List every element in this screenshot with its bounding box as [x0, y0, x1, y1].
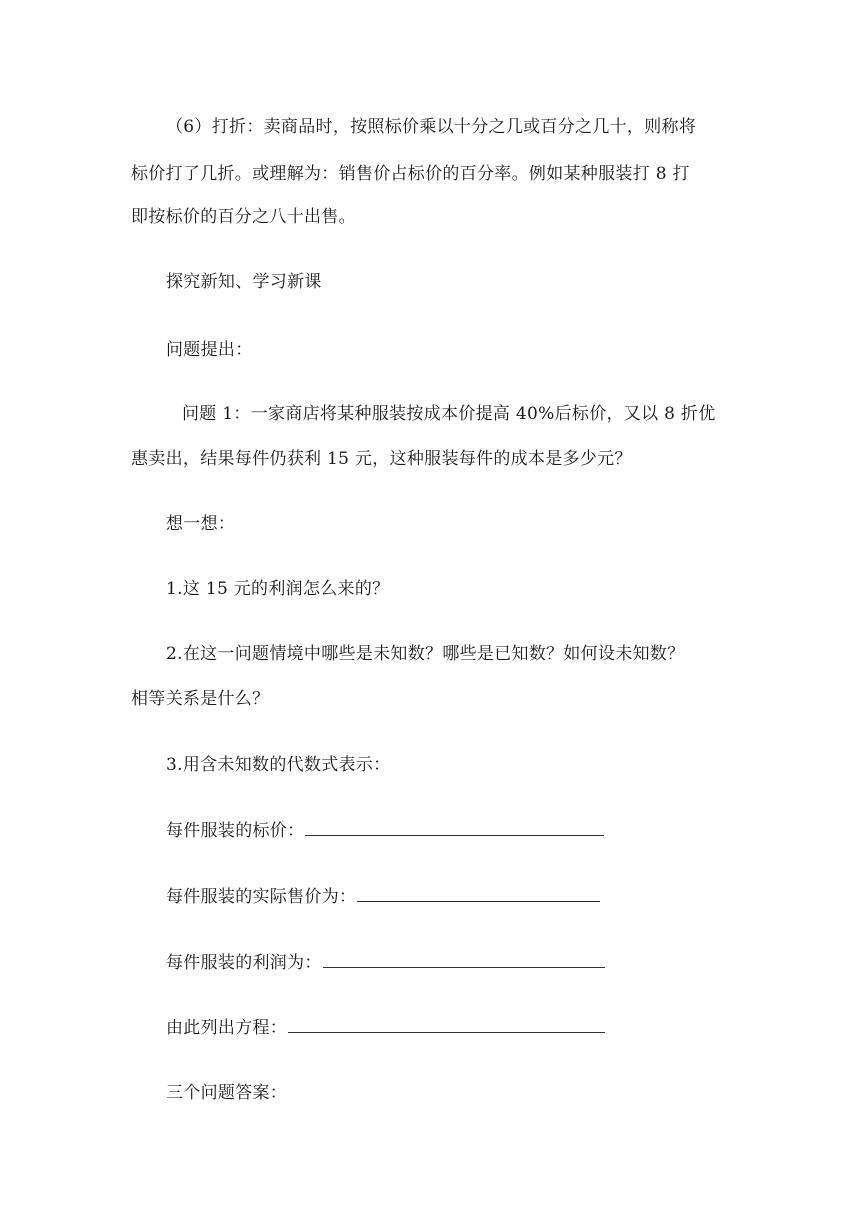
profit-blank-line — [323, 950, 605, 968]
fill-blank-profit — [166, 950, 605, 975]
marked-price-blank-line — [305, 818, 604, 836]
equation-blank-line — [288, 1015, 605, 1033]
discount-paragraph-line-3: 即按标价的百分之八十出售。 — [131, 207, 356, 227]
fill-blank-equation — [166, 1015, 605, 1040]
discount-paragraph-line-1: （6）打折：卖商品时，按照标价乘以十分之几或百分之几十，则称将 — [166, 117, 697, 137]
section-heading: 探究新知、学习新课 — [166, 272, 322, 292]
actual-price-blank-line — [357, 884, 600, 902]
fill-blank-marked-price-label: 每件服装的标价： — [166, 821, 305, 841]
list-item-2-line-1: 2.在这一问题情境中哪些是未知数？哪些是已知数？如何设未知数？ — [166, 644, 685, 664]
fill-blank-equation-label: 由此列出方程： — [166, 1018, 288, 1038]
list-item-1: 1.这 15 元的利润怎么来的？ — [166, 579, 390, 599]
problem-1-line-1: 问题 1：一家商店将某种服装按成本价提高 40%后标价，又以 8 折优 — [182, 404, 716, 424]
list-item-2-line-2: 相等关系是什么？ — [131, 689, 270, 709]
question-heading: 问题提出： — [166, 340, 253, 360]
fill-blank-marked-price — [166, 818, 604, 843]
think-heading: 想一想： — [166, 514, 236, 534]
discount-paragraph-line-2: 标价打了几折。或理解为：销售价占标价的百分率。例如某种服装打 8 打 — [131, 164, 690, 184]
list-item-3: 3.用含未知数的代数式表示： — [166, 755, 391, 775]
problem-1-line-2: 惠卖出，结果每件仍获利 15 元，这种服装每件的成本是多少元？ — [131, 449, 632, 469]
fill-blank-profit-label: 每件服装的利润为： — [166, 953, 322, 973]
answers-heading: 三个问题答案： — [166, 1083, 288, 1103]
fill-blank-actual-price — [166, 884, 600, 909]
fill-blank-actual-price-label: 每件服装的实际售价为： — [166, 887, 357, 907]
